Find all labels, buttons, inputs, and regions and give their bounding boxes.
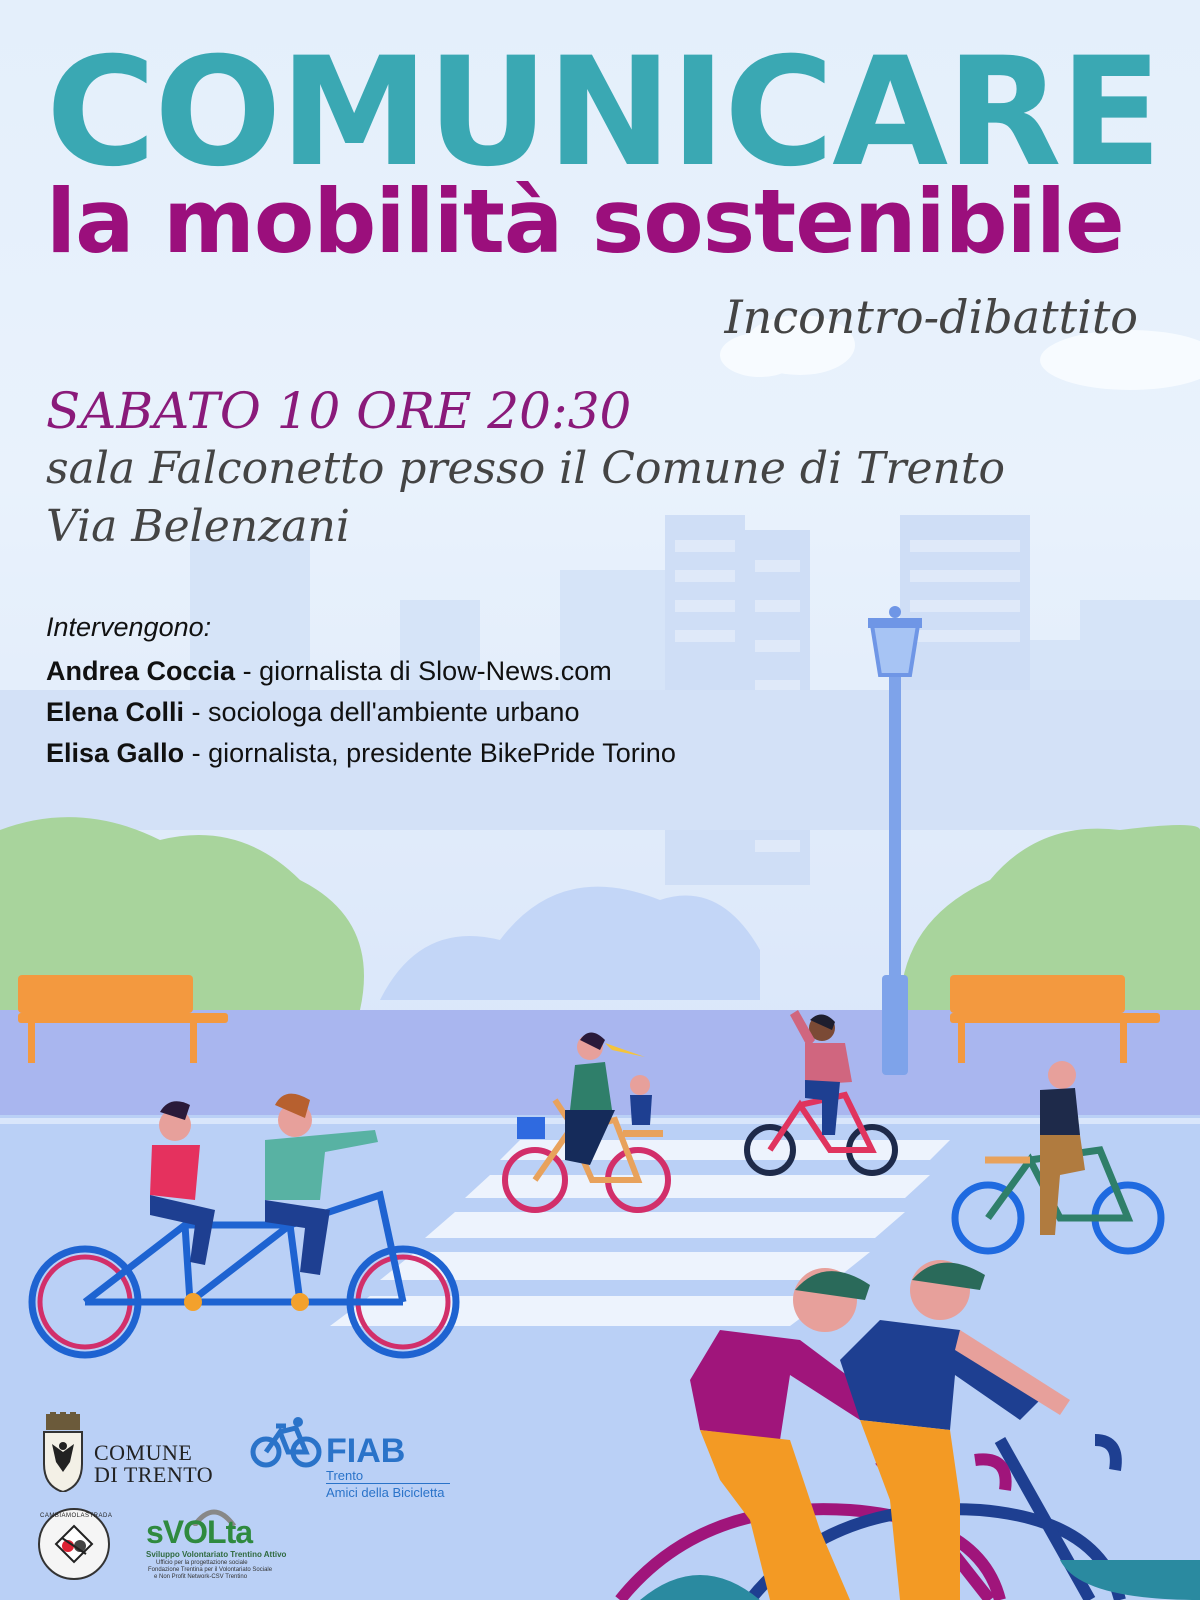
- svolta-tagline: Sviluppo Volontariato Trentino Attivo: [146, 1550, 287, 1559]
- svolta-logo: [146, 1506, 286, 1581]
- fiab-city: Trento: [326, 1468, 364, 1483]
- fiab-logo: [326, 1434, 450, 1500]
- comune-line-2: DI TRENTO: [94, 1462, 214, 1487]
- speaker-role: sociologa dell'ambiente urbano: [208, 697, 580, 727]
- venue-line-1: sala Falconetto presso il Comune di Trento: [46, 443, 1006, 494]
- fiab-name: FIAB: [326, 1432, 406, 1470]
- event-venue: [46, 440, 1005, 556]
- cambiamolastrada-logo: [38, 1508, 113, 1580]
- comune-trento-logo: [94, 1442, 213, 1486]
- fiab-bicycle-icon: [250, 1414, 322, 1470]
- event-date-time: SABATO 10 ORE 20:30: [46, 382, 632, 440]
- event-type: Incontro-dibattito: [724, 290, 1138, 344]
- speaker-name: Elisa Gallo: [46, 738, 185, 768]
- venue-line-2: Via Belenzani: [46, 501, 350, 552]
- svolta-small-line-2: Fondazione Trentina per il Volontariato Sociale: [148, 1567, 273, 1573]
- svolta-name: sVOLta: [146, 1514, 253, 1550]
- speaker-row: Elena Colli - sociologa dell'ambiente urbano: [46, 697, 580, 727]
- speaker-name: Elena Colli: [46, 697, 185, 727]
- speaker-role: giornalista di Slow-News.com: [259, 656, 612, 686]
- speaker-row: Andrea Coccia - giornalista di Slow-News.com: [46, 656, 612, 686]
- fiab-tagline: Amici della Bicicletta: [326, 1483, 450, 1500]
- speaker-role: giornalista, presidente BikePride Torino: [208, 738, 676, 768]
- speaker-name: Andrea Coccia: [46, 656, 236, 686]
- svolta-small-line-3: e Non Profit Network-CSV Trentino: [154, 1574, 248, 1580]
- comune-line-1: COMUNE: [94, 1440, 193, 1465]
- speakers-list: [46, 612, 676, 774]
- speakers-intro: Intervengono:: [46, 612, 212, 642]
- speaker-row: Elisa Gallo - giornalista, presidente BikePride Torino: [46, 738, 676, 768]
- comune-trento-crest-icon: [42, 1412, 84, 1492]
- road-sign-icon: [54, 1524, 94, 1564]
- svolta-small-line-1: Ufficio per la progettazione sociale: [156, 1560, 248, 1566]
- poster-subtitle: la mobilità sostenibile: [46, 170, 1124, 273]
- cambiamolastrada-text: CAMBIAMOLASTRADA: [40, 1513, 113, 1519]
- poster-title: COMUNICARE: [46, 26, 1161, 200]
